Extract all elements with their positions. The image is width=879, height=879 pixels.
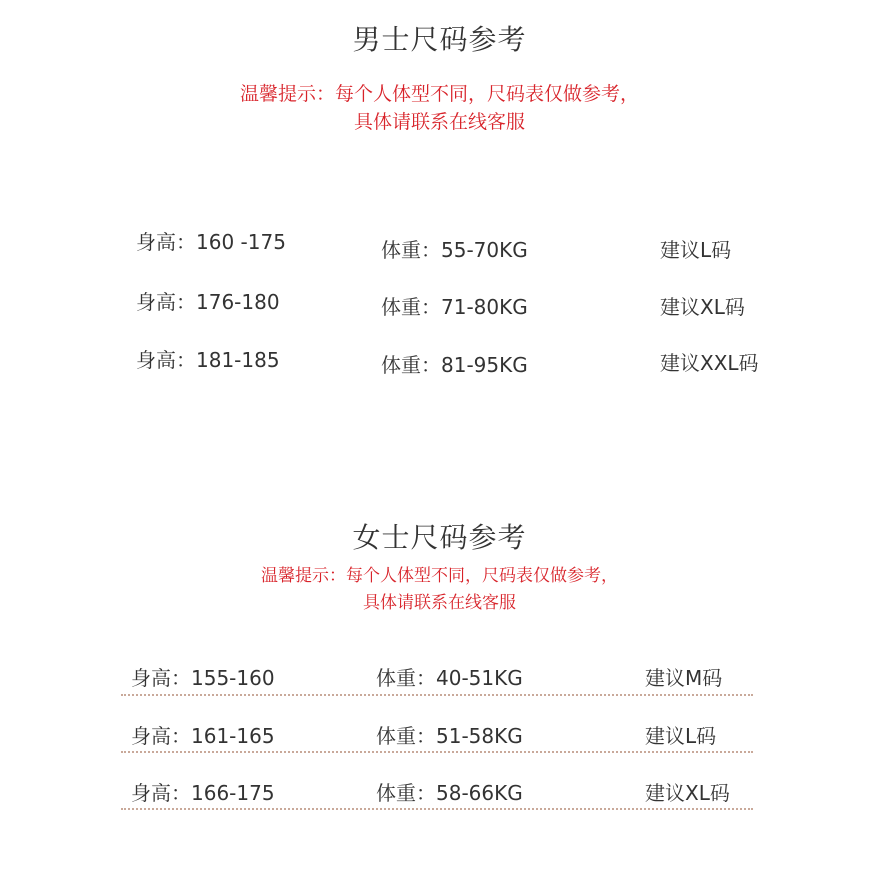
size-suggestion: 建议L码 [645,724,717,748]
weight-range: 体重：71-80KG [381,295,528,319]
size-suggestion: 建议XXL码 [660,351,759,375]
men-size-row [0,226,879,262]
men-size-row [0,344,879,377]
women-notice [0,563,879,617]
height-range: 身高：176-180 [136,290,280,314]
weight-range: 体重：55-70KG [381,238,528,262]
height-range: 身高：166-175 [131,781,275,805]
women-size-row [0,662,879,692]
women-notice-line-2: 具体请联系在线客服 [363,593,516,613]
weight-range: 体重：58-66KG [376,781,523,805]
men-notice [0,80,879,136]
row-divider [121,751,753,753]
women-size-row [0,777,879,807]
size-suggestion: 建议L码 [660,238,732,262]
weight-range: 体重：81-95KG [381,353,528,377]
weight-range: 体重：40-51KG [376,666,523,690]
men-size-row [0,286,879,319]
height-range: 身高：181-185 [136,348,280,372]
size-suggestion: 建议XL码 [660,295,745,319]
row-divider [121,694,753,696]
men-notice-line-1: 温馨提示：每个人体型不同，尺码表仅做参考， [239,83,639,105]
size-suggestion: 建议M码 [645,666,723,690]
size-suggestion: 建议XL码 [645,781,730,805]
row-divider [121,808,753,810]
height-range: 身高：155-160 [131,666,275,690]
height-range: 身高：161-165 [131,724,275,748]
women-notice-line-1: 温馨提示：每个人体型不同，尺码表仅做参考， [261,566,618,586]
weight-range: 体重：51-58KG [376,724,523,748]
height-range: 身高：160 -175 [136,230,286,254]
men-notice-line-2: 具体请联系在线客服 [353,111,525,133]
women-size-row [0,720,879,750]
men-size-title: 男士尺码参考 [352,23,527,56]
women-size-title: 女士尺码参考 [352,521,527,554]
